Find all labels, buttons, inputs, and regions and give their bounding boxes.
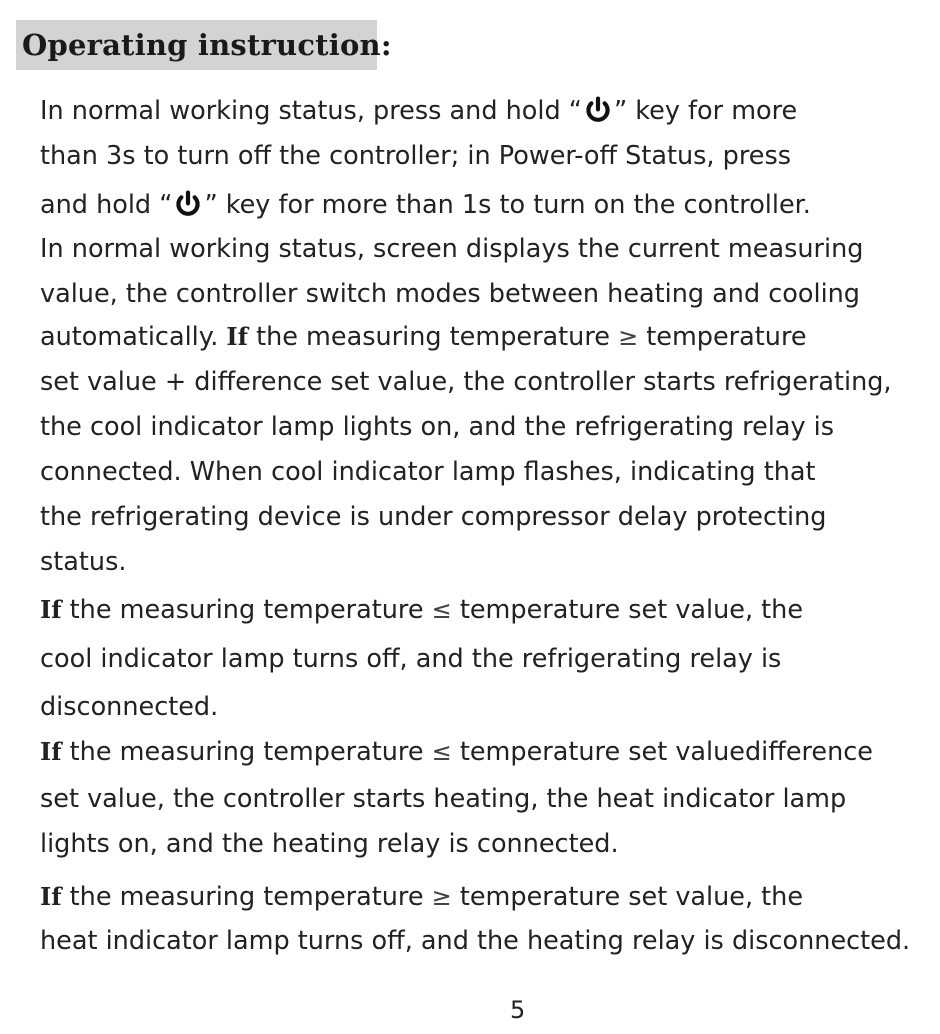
section-heading: Operating instruction: [22,28,392,62]
greater-equal-symbol: ≥ [618,323,639,351]
text-segment: the measuring temperature [61,595,432,625]
text-segment: and hold “ [40,190,173,220]
text-segment: the measuring temperature [61,737,432,767]
text-line-17: lights on, and the heating relay is connected. [40,829,619,859]
text-segment: automatically. [40,322,227,352]
greater-equal-symbol: ≥ [431,883,452,911]
text-line-16: set value, the controller starts heating, the heat indicator lamp [40,784,847,814]
text-line-11: status. [40,547,127,577]
text-segment: temperature set value, the [451,882,804,912]
text-segment: temperature set value, the [451,595,804,625]
text-line-6 [40,321,807,353]
text-line-18 [40,881,803,913]
if-word: If [40,595,62,624]
text-line-5: value, the controller switch modes between heating and cooling [40,279,860,309]
power-icon [584,96,612,124]
text-line-12 [40,594,803,626]
text-line-7: set value + difference set value, the controller starts refrigerating, [40,367,892,397]
text-segment: the measuring temperature [247,322,619,352]
text-segment: temperature [638,322,807,352]
text-segment: ” key for more [613,96,798,126]
power-icon [174,190,202,218]
text-line-13: cool indicator lamp turns off, and the refrigerating relay is [40,644,782,674]
text-segment: temperature set valuedifference [451,737,873,767]
text-line-2: than 3s to turn off the controller; in Power-off Status, press [40,141,792,171]
if-word: If [226,322,248,351]
text-segment: ” key for more than 1s to turn on the controller. [204,190,811,220]
page-number: 5 [510,996,526,1024]
text-segment: In normal working status, press and hold “ [40,96,582,126]
if-word: If [40,737,62,766]
text-line-15 [40,736,873,768]
less-equal-symbol: ≤ [431,596,452,624]
text-line-3 [40,189,811,221]
text-line-1 [40,95,797,127]
less-equal-symbol: ≤ [431,738,452,766]
text-line-14: disconnected. [40,692,219,722]
text-line-10: the refrigerating device is under compressor delay protecting [40,502,827,532]
text-segment: the measuring temperature [61,882,432,912]
text-line-9: connected. When cool indicator lamp flashes, indicating that [40,457,816,487]
if-word: If [40,882,62,911]
text-line-4: In normal working status, screen displays the current measuring [40,234,864,264]
text-line-19: heat indicator lamp turns off, and the heating relay is disconnected. [40,926,911,956]
text-line-8: the cool indicator lamp lights on, and the refrigerating relay is [40,412,835,442]
